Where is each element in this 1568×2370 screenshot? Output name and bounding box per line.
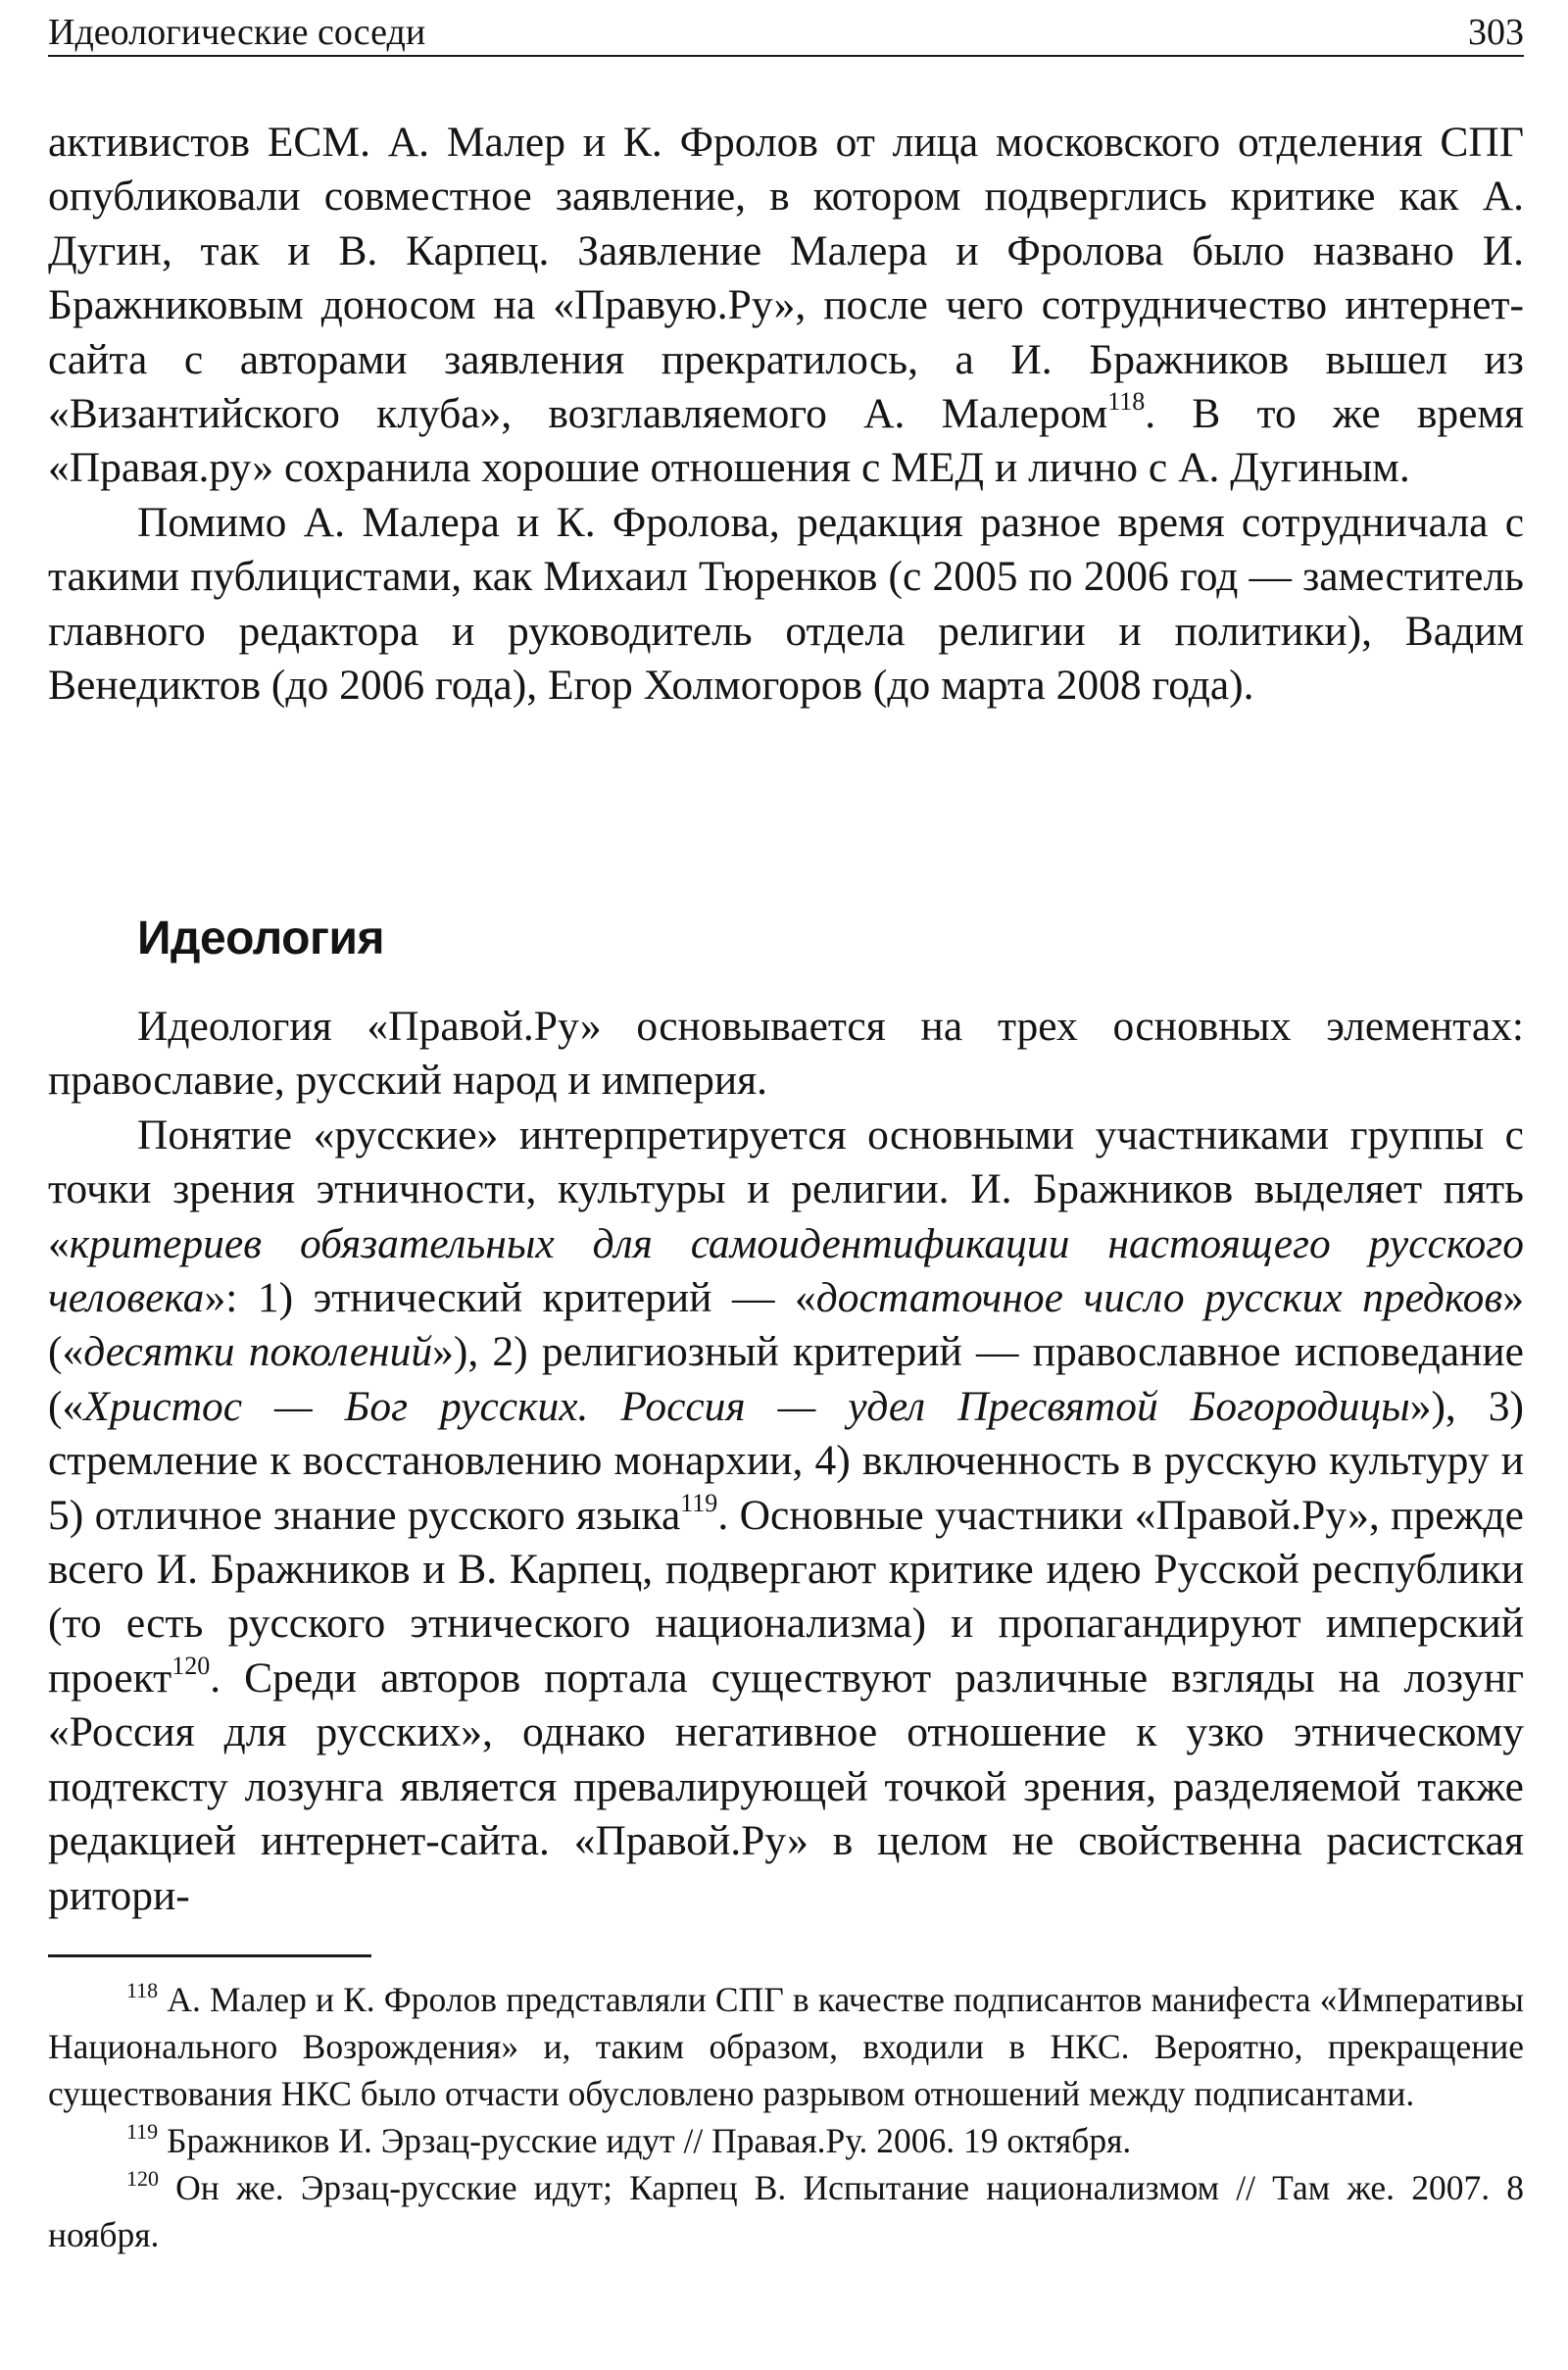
paragraph: Идеология «Правой.Ру» основывается на трех основных элементах: православие, русский народ и империя. — [48, 1003, 1524, 1105]
paragraph-text: » (« — [48, 1274, 1524, 1376]
running-title: Идеологические соседи — [48, 12, 426, 53]
footnote-text: Бражников И. Эрзац-русские идут // Правая.Ру. 2006. 19 октября. — [158, 2121, 1132, 2160]
paragraph-text: . Среди авторов портала существуют различные взгляды на лозунг «Россия для русских», однако негативное отношение к узко этническому подтексту лозунга является превалирующей точкой зрения, разделяемой также редакцией интернет-сайта. «Правой.Ру» в целом не свойственна расистская ритори- — [48, 1654, 1524, 1919]
paragraph: Помимо А. Малера и К. Фролова, редакция разное время сотрудничала с такими публицистами, как Михаил Тюренков (с 2005 по 2006 год — заместитель главного редактора и руководитель отдела религии и политики), Вадим Венедиктов (до 2006 года), Егор Холмогоров (до марта 2008 года). — [48, 498, 1524, 710]
footnote — [48, 2117, 1524, 2164]
italic-quote: десятки поколений — [83, 1328, 433, 1376]
footnote-number: 120 — [126, 2166, 159, 2191]
footnotes — [48, 1976, 1524, 2258]
footnote-text: А. Малер и К. Фролов представляли СПГ в качестве подписантов манифеста «Императивы Национального Возрождения» и, таким образом, входили в НКС. Вероятно, прекращение существования НКС было отчасти обусловлено разрывом отношений между подписантами. — [48, 1980, 1524, 2113]
paragraph-text: . В то же время «Правая.ру» сохранила хорошие отношения с МЕД и лично с А. Дугиным. — [48, 390, 1524, 492]
italic-quote: Христос — Бог русских. Россия — удел Пресвятой Богородицы — [83, 1382, 1410, 1430]
body-text-section-2 — [48, 1000, 1524, 1923]
italic-quote: критериев обязательных для самоидентификации настоящего русского человека — [48, 1219, 1524, 1322]
paragraph-text: Понятие «русские» интерпретируется основными участниками группы с точки зрения этничности, культуры и религии. И. Бражников выделяет пять « — [48, 1111, 1524, 1267]
page-number: 303 — [1468, 12, 1524, 53]
footnote — [48, 1976, 1524, 2117]
footnote-ref: 119 — [680, 1488, 718, 1517]
italic-quote: достаточное число русских предков — [815, 1274, 1503, 1322]
footnote-ref: 120 — [172, 1651, 211, 1680]
paragraph-text: . Основные участники «Правой.Ру», прежде всего И. Бражников и В. Карпец, подвергают критике идею Русской республики (то есть русского этнического национализма) и пропагандируют имперский проект — [48, 1491, 1524, 1702]
section-heading: Идеология — [137, 913, 384, 964]
body-text-section-1 — [48, 116, 1524, 713]
paragraph-text: активистов ЕСМ. А. Малер и К. Фролов от лица московского отделения СПГ опубликовали совместное заявление, в котором подверглись критике как А. Дугин, так и В. Карпец. Заявление Малера и Фролова было названо И. Бражниковым доносом на «Правую.Ру», после чего сотрудничество интернет-сайта с авторами заявления прекратилось, а И. Бражников вышел из «Византийского клуба», возглавляемого А. Малером — [48, 119, 1524, 438]
paragraph-text: »), 2) религиозный критерий — православное исповедание (« — [48, 1328, 1524, 1430]
footnote — [48, 2164, 1524, 2258]
footnote-number: 119 — [126, 2119, 159, 2144]
paragraph — [48, 1109, 1524, 1923]
footnote-number: 118 — [126, 1978, 159, 2002]
paragraph-text: »: 1) этнический критерий — « — [204, 1274, 816, 1322]
footnote-ref: 118 — [1107, 387, 1146, 417]
paragraph — [48, 116, 1524, 496]
footnote-text: Он же. Эрзац-русские идут; Карпец В. Испытание национализмом // Там же. 2007. 8 ноября. — [48, 2168, 1524, 2254]
footnote-separator — [48, 1954, 371, 1957]
running-header — [48, 6, 1524, 57]
paragraph-text: »), 3) стремление к восстановлению монархии, 4) включенность в русскую культуру и 5) отличное знание русского языка — [48, 1382, 1524, 1539]
